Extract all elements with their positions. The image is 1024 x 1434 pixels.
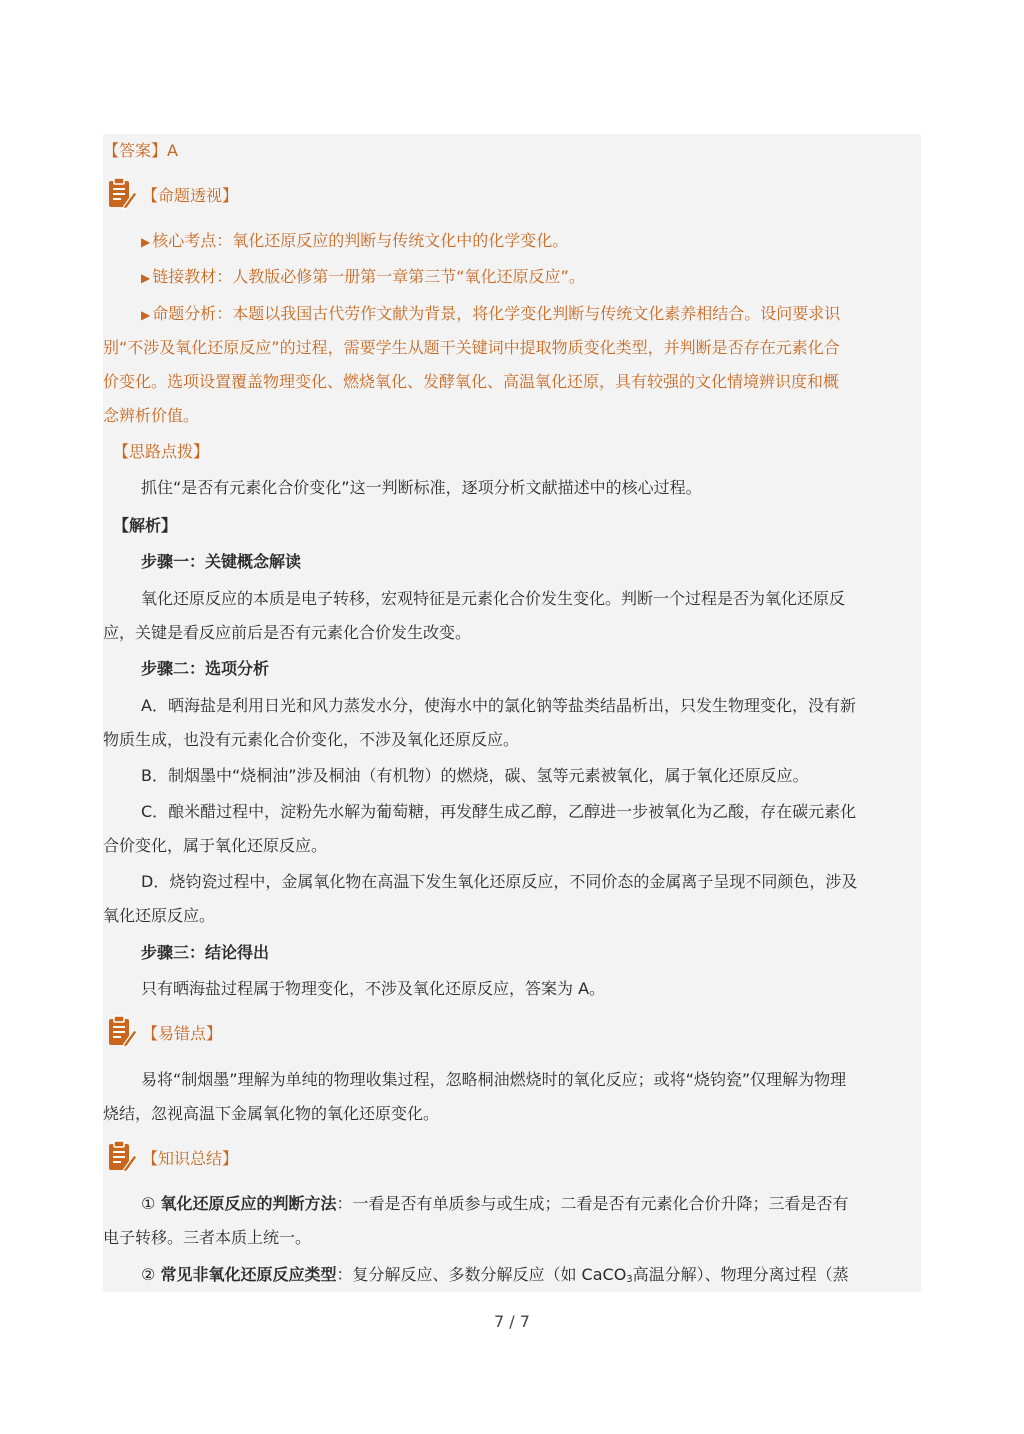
item-2-text-a: ：复分解反应、多数分解反应（如 CaCO	[336, 1265, 627, 1284]
item-2-subscript: 3	[626, 1274, 633, 1285]
step1-line-2: 应，关键是看反应前后是否有元素化合价发生改变。	[103, 623, 472, 642]
answer-label: 【答案】	[103, 141, 168, 160]
answer-line	[103, 134, 921, 168]
section-title-mingti: 【命题透视】	[142, 186, 239, 205]
option-d-line-1: D．烧钧瓷过程中，金属氧化物在高温下发生氧化还原反应，不同价态的金属离子呈现不同颜色，涉及	[141, 872, 858, 891]
triangle-bullet-icon: ▶	[141, 235, 151, 249]
document-panel	[103, 134, 921, 1292]
silu-text: 抓住“是否有元素化合价变化”这一判断标准，逐项分析文献描述中的核心过程。	[141, 478, 702, 497]
notepad-pencil-icon	[107, 176, 137, 210]
analysis-line-2: 别“不涉及氧化还原反应”的过程，需要学生从题干关键词中提取物质变化类型，并判断是否存在元素化合	[103, 338, 840, 357]
core-text: 氧化还原反应的判断与传统文化中的化学变化。	[232, 231, 569, 250]
step2-title: 步骤二：选项分析	[141, 659, 270, 678]
section-title-jiexi: 【解析】	[113, 516, 178, 535]
analysis-line-4: 念辨析价值。	[103, 406, 200, 425]
knowledge-item-1	[103, 1187, 921, 1221]
section-title-yicuo: 【易错点】	[142, 1024, 223, 1043]
analysis-text-1: 本题以我国古代劳作文献为背景，将化学变化判断与传统文化素养相结合。设问要求识	[232, 304, 841, 323]
option-a-line-1: A．晒海盐是利用日光和风力蒸发水分，使海水中的氯化钠等盐类结晶析出，只发生物理变化，没有新	[141, 696, 856, 715]
triangle-bullet-icon: ▶	[141, 271, 151, 285]
link-line	[103, 260, 921, 295]
link-text: 人教版必修第一册第一章第三节“氧化还原反应”。	[232, 267, 585, 286]
knowledge-item-1-line-2: 电子转移。三者本质上统一。	[103, 1228, 312, 1247]
yicuo-line-2: 烧结，忽视高温下金属氧化物的氧化还原变化。	[103, 1104, 440, 1123]
section-header-zhishi	[107, 1139, 507, 1179]
item-2-bold: 常见非氧化还原反应类型	[160, 1265, 337, 1284]
item-1-number: ①	[141, 1194, 156, 1213]
option-b-line: B．制烟墨中“烧桐油”涉及桐油（有机物）的燃烧，碳、氢等元素被氧化，属于氧化还原反应。	[141, 766, 809, 785]
core-label: 核心考点：	[152, 231, 233, 250]
section-header-mingti	[107, 176, 507, 216]
answer-value: A	[167, 141, 178, 160]
yicuo-line-1: 易将“制烟墨”理解为单纯的物理收集过程，忽略桐油燃烧时的氧化反应；或将“烧钧瓷”仅理解为物理	[141, 1070, 847, 1089]
section-title-zhishi: 【知识总结】	[142, 1149, 239, 1168]
item-1-bold: 氧化还原反应的判断方法	[160, 1194, 337, 1213]
option-a-line-2: 物质生成，也没有元素化合价变化，不涉及氧化还原反应。	[103, 730, 520, 749]
option-c-line-1: C．酿米醋过程中，淀粉先水解为葡萄糖，再发酵生成乙醇，乙醇进一步被氧化为乙酸，存在碳元素化	[141, 802, 857, 821]
item-2-text-b: 高温分解）、物理分离过程（蒸	[632, 1265, 849, 1284]
core-point-line	[103, 224, 921, 259]
link-label: 链接教材：	[152, 267, 233, 286]
option-c-line-2: 合价变化，属于氧化还原反应。	[103, 836, 328, 855]
analysis-line-3: 价变化。选项设置覆盖物理变化、燃烧氧化、发酵氧化、高温氧化还原，具有较强的文化情境辨识度和概	[103, 372, 840, 391]
notepad-pencil-icon	[107, 1014, 137, 1048]
step3-text: 只有晒海盐过程属于物理变化，不涉及氧化还原反应，答案为 A。	[141, 979, 606, 998]
analysis-label: 命题分析：	[152, 304, 233, 323]
option-d-line-2: 氧化还原反应。	[103, 906, 216, 925]
analysis-line-1	[103, 297, 921, 332]
knowledge-item-2	[103, 1258, 921, 1292]
item-2-number: ②	[141, 1265, 156, 1284]
item-1-text: ：一看是否有单质参与或生成；二看是否有元素化合价升降；三看是否有	[336, 1194, 849, 1213]
triangle-bullet-icon: ▶	[141, 308, 151, 322]
step1-title: 步骤一：关键概念解读	[141, 552, 302, 571]
page-number: 7 / 7	[494, 1312, 530, 1331]
notepad-pencil-icon	[107, 1139, 137, 1173]
section-header-yicuo	[107, 1014, 507, 1054]
section-title-silu: 【思路点拨】	[113, 442, 210, 461]
step3-title: 步骤三：结论得出	[141, 943, 270, 962]
step1-line-1: 氧化还原反应的本质是电子转移，宏观特征是元素化合价发生变化。判断一个过程是否为氧化还原反	[141, 589, 846, 608]
